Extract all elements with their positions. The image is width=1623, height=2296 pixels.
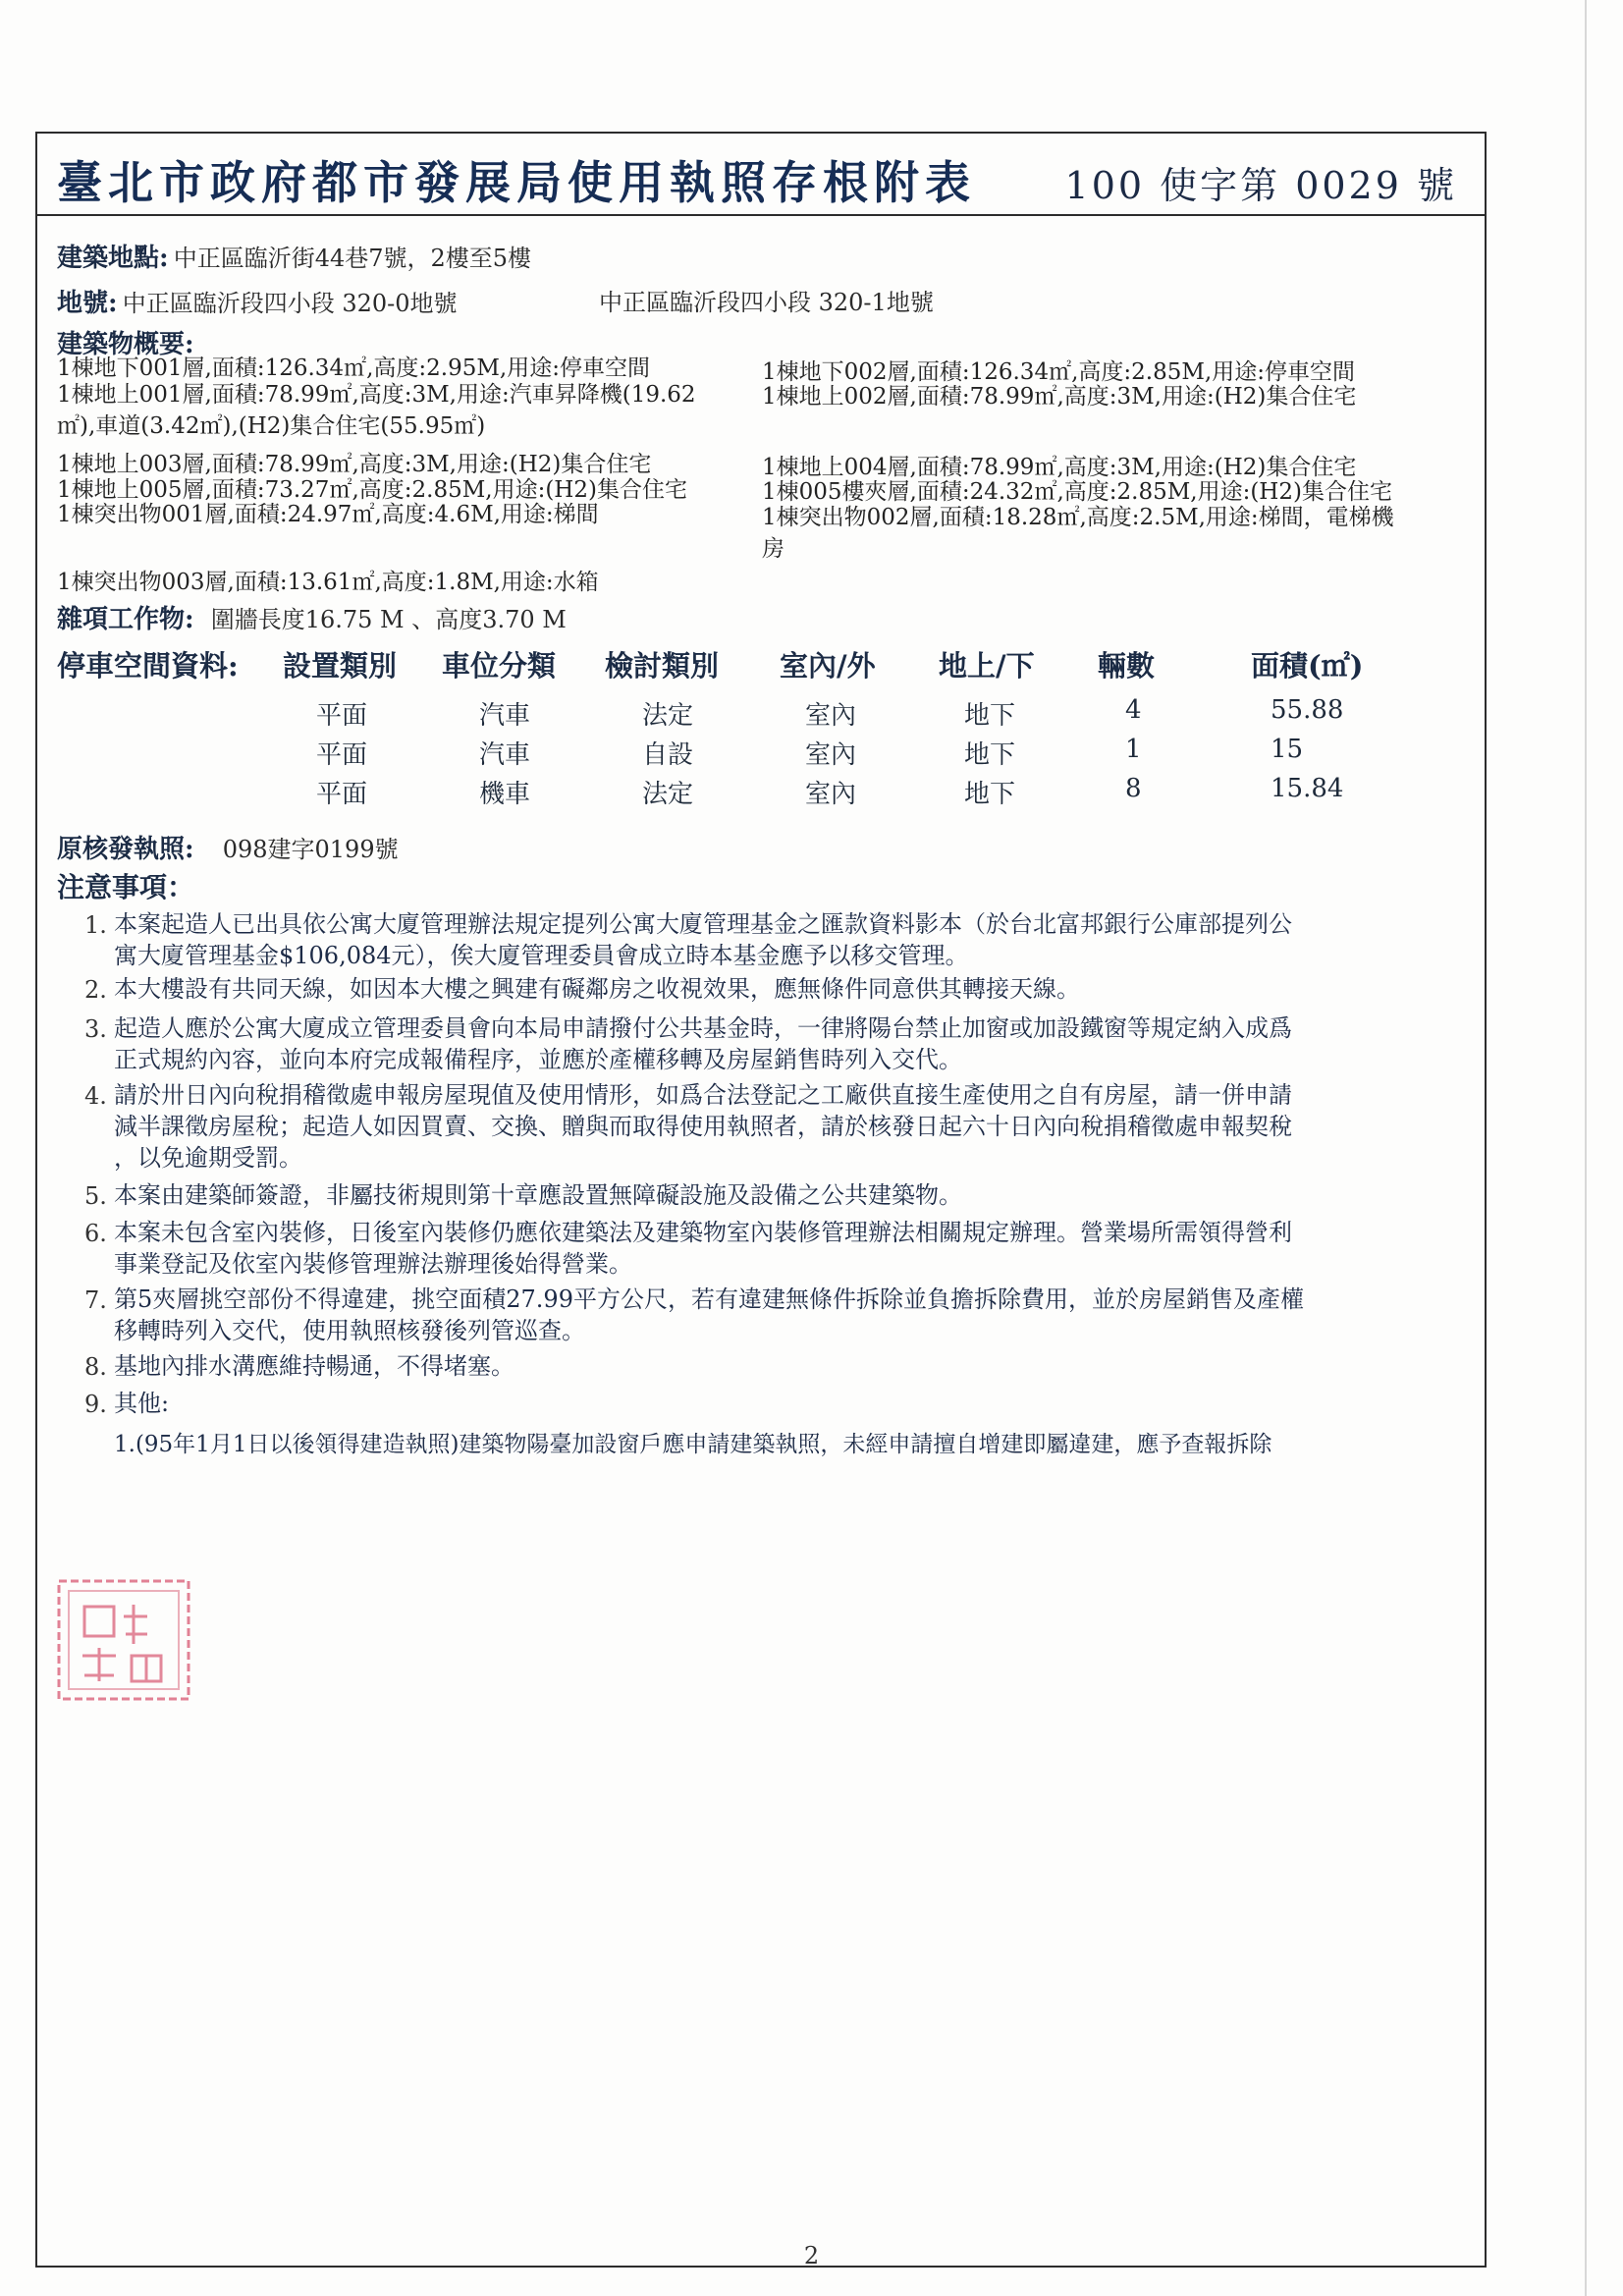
lot-value-2: 中正區臨沂段四小段 320-1地號 <box>599 289 934 316</box>
parking-cell: 法定 <box>642 780 694 809</box>
title-bar <box>37 134 1485 216</box>
parking-cell: 汽車 <box>479 701 531 731</box>
note-line: 減半課徵房屋稅；起造人如因買賣、交換、贈與而取得使用執照者，請於核發日起六十日內向稅捐稽徵處申報契稅 <box>114 1113 1292 1140</box>
document-frame <box>35 132 1487 2268</box>
location-value: 中正區臨沂街44巷7號，2樓至5樓 <box>173 245 532 272</box>
note-line: 寓大廈管理基金$106,084元），俟大廈管理委員會成立時本基金應予以移交管理。 <box>114 942 969 969</box>
note-number: 8. <box>84 1353 107 1381</box>
note-number: 3. <box>84 1015 107 1043</box>
note-number: 9. <box>84 1391 107 1418</box>
parking-cell: 室內 <box>805 701 857 731</box>
parking-cell: 1 <box>1125 735 1142 764</box>
note-line: 第5夾層挑空部份不得違建，挑空面積27.99平方公尺，若有違建無條件拆除並負擔拆除費用，並於房屋銷售及產權 <box>114 1285 1304 1313</box>
original-permit-label: 原核發執照: <box>57 835 194 864</box>
note-line: 本大樓設有共同天線，如因本大樓之興建有礙鄰房之收視效果，應無條件同意供其轉接天線。 <box>114 975 1080 1003</box>
overview-right-4: 1棟005樓夾層,面積:24.32㎡,高度:2.85M,用途:(H2)集合住宅 <box>762 479 1392 505</box>
parking-cell: 55.88 <box>1271 695 1344 725</box>
overview-right-2: 1棟地上002層,面積:78.99㎡,高度:3M,用途:(H2)集合住宅 <box>762 384 1357 410</box>
note-line: 本案未包含室內裝修，日後室內裝修仍應依建築法及建築物室內裝修管理辦法相關規定辦理。營業場所需領得營利 <box>114 1219 1292 1246</box>
note-number: 1. <box>84 911 107 939</box>
lot-label: 地號: <box>57 289 118 318</box>
parking-header-6: 輛數 <box>1098 649 1156 683</box>
location-label: 建築地點: <box>57 244 169 273</box>
parking-cell: 地下 <box>964 740 1016 770</box>
overview-left-6: 1棟突出物001層,面積:24.97㎡,高度:4.6M,用途:梯間 <box>57 502 599 527</box>
parking-cell: 平面 <box>316 740 368 770</box>
parking-cell: 平面 <box>316 780 368 809</box>
note-number: 4. <box>84 1082 107 1110</box>
permit-number: 100 使字第 0029 號 <box>1064 164 1457 207</box>
parking-header-1: 設置類別 <box>283 649 398 683</box>
parking-cell: 機車 <box>479 780 531 809</box>
parking-header-3: 檢討類別 <box>605 649 720 683</box>
parking-cell: 8 <box>1125 774 1142 803</box>
note-line: 移轉時列入交代，使用執照核發後列管巡查。 <box>114 1317 585 1344</box>
original-permit-value: 098建字0199號 <box>222 836 399 863</box>
note-number: 7. <box>84 1286 107 1314</box>
official-seal-stamp <box>55 1577 192 1703</box>
parking-cell: 地下 <box>964 701 1016 731</box>
lot-value-1: 中正區臨沂段四小段 320-0地號 <box>122 290 458 317</box>
parking-label: 停車空間資料: <box>57 649 239 683</box>
overview-left-2: 1棟地上001層,面積:78.99㎡,高度:3M,用途:汽車昇降機(19.62 <box>57 382 696 408</box>
note-line: 正式規約內容，並向本府完成報備程序，並應於產權移轉及房屋銷售時列入交代。 <box>114 1046 962 1073</box>
note-line: 事業登記及依室內裝修管理辦法辦理後始得營業。 <box>114 1250 632 1278</box>
page-number: 2 <box>803 2242 820 2269</box>
overview-right-6: 房 <box>762 536 784 562</box>
parking-cell: 15 <box>1271 735 1304 764</box>
scan-edge-line <box>1585 0 1587 2296</box>
parking-cell: 地下 <box>964 780 1016 809</box>
note-line: 其他: <box>114 1390 170 1417</box>
parking-header-5: 地上/下 <box>939 649 1035 683</box>
overview-left-4: 1棟地上003層,面積:78.99㎡,高度:3M,用途:(H2)集合住宅 <box>57 452 652 477</box>
misc-value: 圍牆長度16.75 M 、高度3.70 M <box>210 606 567 633</box>
note-number: 2. <box>84 976 107 1004</box>
note-number: 6. <box>84 1220 107 1247</box>
parking-cell: 汽車 <box>479 740 531 770</box>
parking-cell: 室內 <box>805 780 857 809</box>
note-line: 本案起造人已出具依公寓大廈管理辦法規定提列公寓大廈管理基金之匯款資料影本（於台北富邦銀行公庫部提列公 <box>114 910 1292 938</box>
original-permit-row <box>57 829 399 865</box>
lot-row <box>57 283 458 319</box>
overview-left-3: ㎡),車道(3.42㎡),(H2)集合住宅(55.95㎡) <box>57 413 486 439</box>
parking-header-2: 車位分類 <box>442 649 557 683</box>
parking-cell: 平面 <box>316 701 368 731</box>
note-line: 起造人應於公寓大廈成立管理委員會向本局申請撥付公共基金時，一律將陽台禁止加窗或加設鐵窗等規定納入成爲 <box>114 1014 1292 1042</box>
note-line: 本案由建築師簽證，非屬技術規則第十章應設置無障礙設施及設備之公共建築物。 <box>114 1181 962 1209</box>
misc-row <box>57 599 567 635</box>
note-line: ，以免逾期受罰。 <box>114 1144 302 1172</box>
note-line: 基地內排水溝應維持暢通，不得堵塞。 <box>114 1352 514 1380</box>
parking-header-4: 室內/外 <box>780 649 876 683</box>
note-number: 5. <box>84 1182 107 1210</box>
note-line: 請於卅日內向稅捐稽徵處申報房屋現值及使用情形，如爲合法登記之工廠供直接生產使用之自有房屋，請一併申請 <box>114 1081 1292 1109</box>
parking-cell: 15.84 <box>1271 774 1344 803</box>
overview-right-1: 1棟地下002層,面積:126.34㎡,高度:2.85M,用途:停車空間 <box>762 359 1355 385</box>
document-title: 臺北市政府都市發展局使用執照存根附表 <box>57 156 976 209</box>
parking-cell: 室內 <box>805 740 857 770</box>
overview-left-5: 1棟地上005層,面積:73.27㎡,高度:2.85M,用途:(H2)集合住宅 <box>57 477 687 503</box>
location-row <box>57 238 531 274</box>
note-sub-item: 1.(95年1月1日以後領得建造執照)建築物陽臺加設窗戶應申請建築執照，未經申請擅自增建即屬違建，應予查報拆除 <box>114 1432 1272 1457</box>
parking-cell: 法定 <box>642 701 694 731</box>
overview-label: 建築物概要: <box>57 330 194 359</box>
misc-label: 雜項工作物: <box>57 605 194 634</box>
overview-right-3: 1棟地上004層,面積:78.99㎡,高度:3M,用途:(H2)集合住宅 <box>762 455 1357 480</box>
parking-cell: 4 <box>1125 695 1142 725</box>
overview-bottom: 1棟突出物003層,面積:13.61㎡,高度:1.8M,用途:水箱 <box>57 570 599 595</box>
parking-cell: 自設 <box>642 740 694 770</box>
overview-left-1: 1棟地下001層,面積:126.34㎡,高度:2.95M,用途:停車空間 <box>57 355 650 381</box>
parking-header-7: 面積(㎡) <box>1251 649 1364 683</box>
lot-row-2 <box>599 283 934 317</box>
overview-right-5: 1棟突出物002層,面積:18.28㎡,高度:2.5M,用途:梯間，電梯機 <box>762 505 1394 530</box>
notes-label: 注意事項： <box>57 871 195 903</box>
